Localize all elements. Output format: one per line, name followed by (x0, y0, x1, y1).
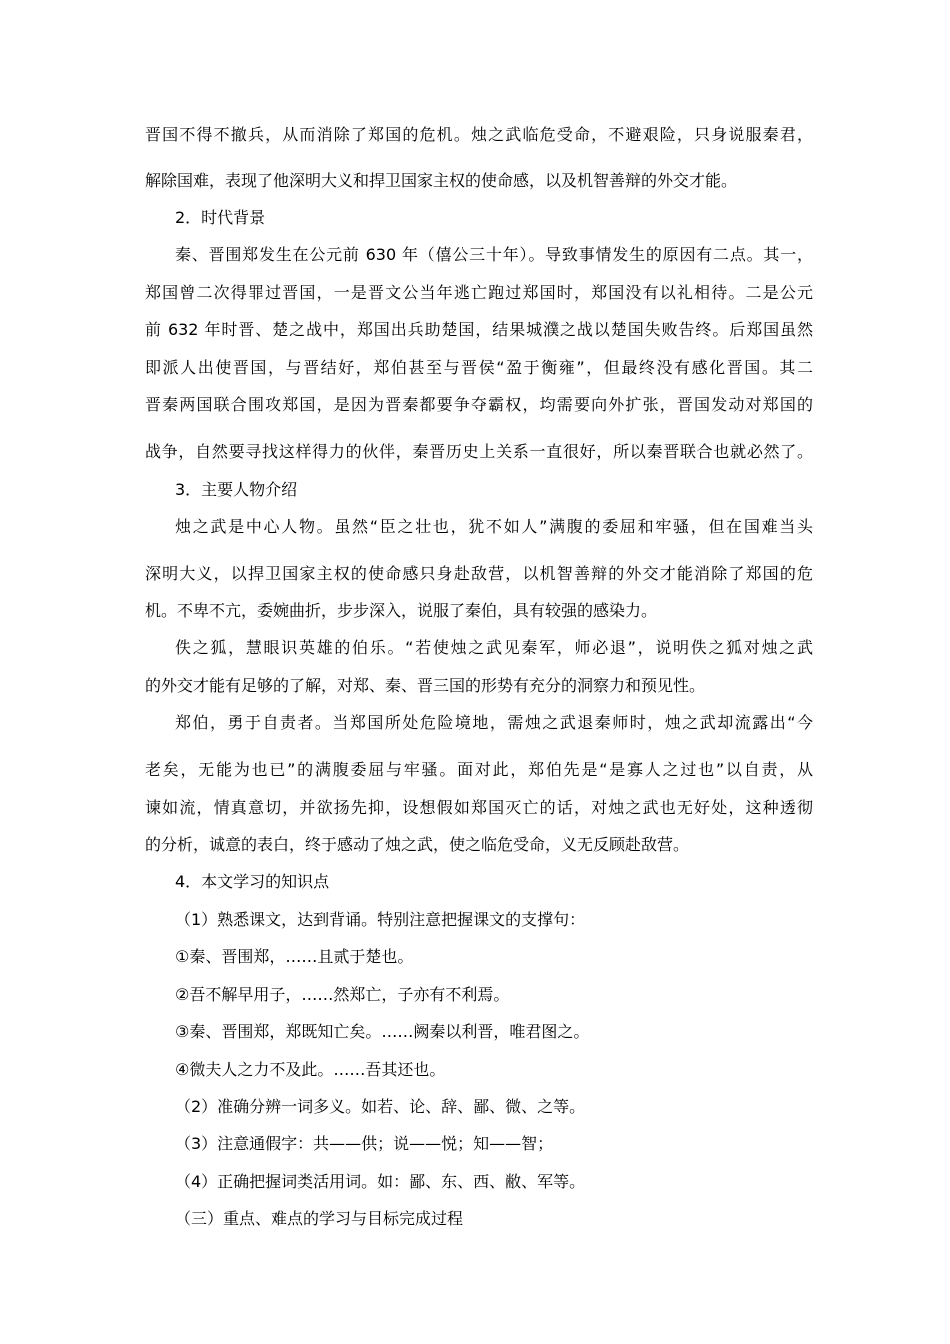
paragraph-text: 的分析，诚意的表白，终于感动了烛之武，使之临危受命，义无反顾赴敌营。 (145, 835, 690, 854)
list-item-text: （3）注意通假字：共——供；说——悦；知——智； (175, 1134, 554, 1153)
list-item-text: （4）正确把握词类活用词。如：鄙、东、西、敝、军等。 (175, 1172, 586, 1191)
paragraph-text: 的外交才能有足够的了解，对郑、秦、晋三国的形势有充分的洞察力和预见性。 (145, 676, 706, 695)
list-item-text: （1）熟悉课文，达到背诵。特别注意把握课文的支撑句： (175, 910, 586, 929)
paragraph-text: 机。不卑不亢，委婉曲折，步步深入，说服了秦伯，具有较强的感染力。 (145, 601, 658, 620)
paragraph-text: 谏如流，情真意切，并欲扬先抑，设想假如郑国灭亡的话，对烛之武也无好处，这种透彻 (145, 798, 813, 817)
list-item-text: ②吾不解早用子，……然郑亡，子亦有不利焉。 (175, 985, 510, 1004)
list-item-text: ①秦、晋围郑，……且贰于楚也。 (175, 947, 414, 966)
list-item-text: ④微夫人之力不及此。……吾其还也。 (175, 1060, 446, 1079)
list-item-text: ③秦、晋围郑，郑既知亡矣。……阙秦以利晋，唯君图之。 (175, 1022, 590, 1041)
section-heading-text: 2．时代背景 (175, 208, 266, 227)
paragraph-text: 老矣，无能为也已”的满腹委屈与牢骚。面对此，郑伯先是“是寡人之过也”以自责，从 (145, 760, 813, 779)
section-heading-text: （三）重点、难点的学习与目标完成过程 (175, 1209, 464, 1228)
section-heading-text: 4．本文学习的知识点 (175, 872, 330, 891)
paragraph-text: 解除国难，表现了他深明大义和捍卫国家主权的使命感，以及机智善辩的外交才能。 (145, 171, 738, 190)
list-item-text: （2）准确分辨一词多义。如若、论、辞、鄙、微、之等。 (175, 1097, 586, 1116)
paragraph-text: 前 632 年时晋、楚之战中，郑国出兵助楚国，结果城濮之战以楚国失败告终。后郑国虽然 (145, 320, 813, 339)
paragraph-text: 晋国不得不撤兵，从而消除了郑国的危机。烛之武临危受命，不避艰险，只身说服秦君， (145, 125, 813, 144)
paragraph-text: 战争，自然要寻找这样得力的伙伴，秦晋历史上关系一直很好，所以秦晋联合也就必然了。 (145, 442, 813, 461)
paragraph-text: 烛之武是中心人物。虽然“臣之壮也，犹不如人”满腹的委屈和牢骚，但在国难当头 (175, 517, 813, 536)
paragraph-text: 郑国曾二次得罪过晋国，一是晋文公当年逃亡跑过郑国时，郑国没有以礼相待。二是公元 (145, 283, 813, 302)
paragraph-text: 即派人出使晋国，与晋结好，郑伯甚至与晋侯“盈于衡雍”，但最终没有感化晋国。其二 (145, 358, 813, 377)
paragraph-text: 佚之狐，慧眼识英雄的伯乐。“若使烛之武见秦军，师必退”，说明佚之狐对烛之武 (175, 638, 813, 657)
paragraph-text: 秦、晋围郑发生在公元前 630 年（僖公三十年）。导致事情发生的原因有二点。其一， (175, 245, 813, 264)
section-heading-text: 3．主要人物介绍 (175, 480, 298, 499)
paragraph-text: 晋秦两国联合围攻郑国，是因为晋秦都要争夺霸权，均需要向外扩张，晋国发动对郑国的 (145, 395, 813, 414)
paragraph-text: 深明大义，以捍卫国家主权的使命感只身赴敌营，以机智善辩的外交才能消除了郑国的危 (145, 564, 813, 583)
paragraph-text: 郑伯，勇于自责者。当郑国所处危险境地，需烛之武退秦师时，烛之武却流露出“今 (175, 713, 813, 732)
